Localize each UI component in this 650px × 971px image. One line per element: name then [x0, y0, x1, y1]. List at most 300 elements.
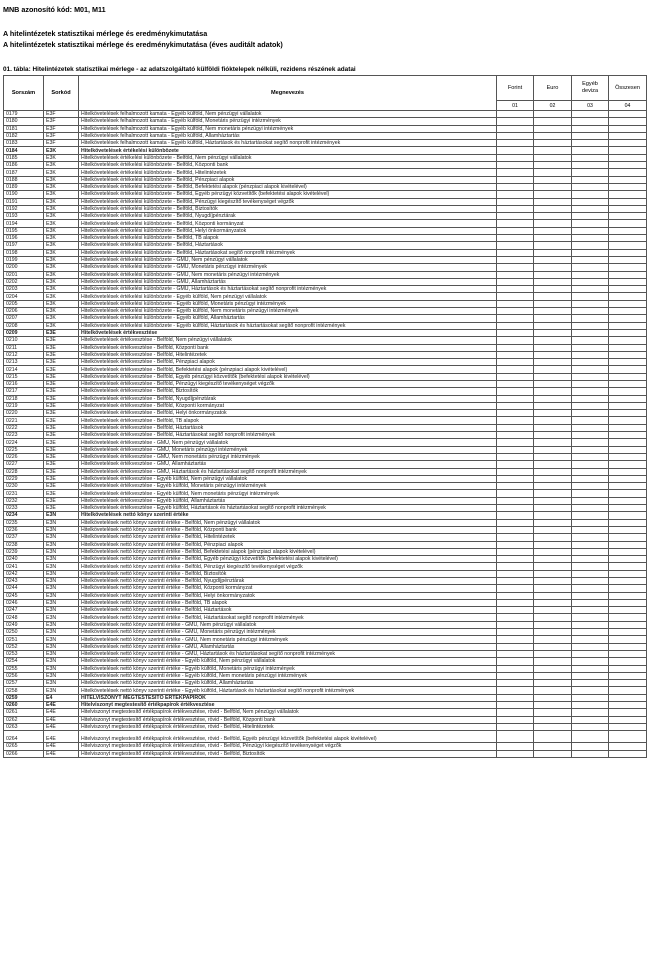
- cell-osszesen[interactable]: [609, 548, 647, 555]
- cell-egyeb-deviza[interactable]: [572, 359, 609, 366]
- cell-euro[interactable]: [534, 154, 572, 161]
- cell-euro[interactable]: [534, 723, 572, 730]
- cell-osszesen[interactable]: [609, 402, 647, 409]
- cell-forint[interactable]: [497, 490, 534, 497]
- cell-forint[interactable]: [497, 694, 534, 701]
- cell-osszesen[interactable]: [609, 519, 647, 526]
- cell-forint[interactable]: [497, 424, 534, 431]
- cell-euro[interactable]: [534, 563, 572, 570]
- cell-euro[interactable]: [534, 599, 572, 606]
- cell-euro[interactable]: [534, 541, 572, 548]
- cell-osszesen[interactable]: [609, 300, 647, 307]
- cell-forint[interactable]: [497, 643, 534, 650]
- cell-forint[interactable]: [497, 293, 534, 300]
- cell-forint[interactable]: [497, 111, 534, 118]
- cell-euro[interactable]: [534, 526, 572, 533]
- cell-forint[interactable]: [497, 534, 534, 541]
- cell-egyeb-deviza[interactable]: [572, 541, 609, 548]
- cell-euro[interactable]: [534, 227, 572, 234]
- cell-osszesen[interactable]: [609, 293, 647, 300]
- cell-egyeb-deviza[interactable]: [572, 750, 609, 757]
- cell-osszesen[interactable]: [609, 599, 647, 606]
- cell-osszesen[interactable]: [609, 213, 647, 220]
- cell-osszesen[interactable]: [609, 205, 647, 212]
- cell-forint[interactable]: [497, 366, 534, 373]
- cell-egyeb-deviza[interactable]: [572, 439, 609, 446]
- cell-osszesen[interactable]: [609, 629, 647, 636]
- cell-osszesen[interactable]: [609, 424, 647, 431]
- cell-osszesen[interactable]: [609, 308, 647, 315]
- cell-euro[interactable]: [534, 213, 572, 220]
- cell-osszesen[interactable]: [609, 526, 647, 533]
- cell-euro[interactable]: [534, 432, 572, 439]
- cell-egyeb-deviza[interactable]: [572, 636, 609, 643]
- cell-euro[interactable]: [534, 402, 572, 409]
- cell-osszesen[interactable]: [609, 505, 647, 512]
- cell-forint[interactable]: [497, 322, 534, 329]
- cell-forint[interactable]: [497, 300, 534, 307]
- cell-osszesen[interactable]: [609, 743, 647, 750]
- cell-osszesen[interactable]: [609, 249, 647, 256]
- cell-forint[interactable]: [497, 687, 534, 694]
- cell-osszesen[interactable]: [609, 140, 647, 147]
- cell-forint[interactable]: [497, 505, 534, 512]
- cell-egyeb-deviza[interactable]: [572, 607, 609, 614]
- cell-forint[interactable]: [497, 621, 534, 628]
- cell-osszesen[interactable]: [609, 650, 647, 657]
- cell-egyeb-deviza[interactable]: [572, 453, 609, 460]
- cell-euro[interactable]: [534, 592, 572, 599]
- cell-egyeb-deviza[interactable]: [572, 380, 609, 387]
- cell-egyeb-deviza[interactable]: [572, 497, 609, 504]
- cell-osszesen[interactable]: [609, 709, 647, 716]
- cell-osszesen[interactable]: [609, 446, 647, 453]
- cell-forint[interactable]: [497, 614, 534, 621]
- cell-forint[interactable]: [497, 599, 534, 606]
- cell-egyeb-deviza[interactable]: [572, 191, 609, 198]
- cell-forint[interactable]: [497, 592, 534, 599]
- cell-egyeb-deviza[interactable]: [572, 526, 609, 533]
- cell-forint[interactable]: [497, 205, 534, 212]
- cell-osszesen[interactable]: [609, 607, 647, 614]
- cell-egyeb-deviza[interactable]: [572, 373, 609, 380]
- cell-egyeb-deviza[interactable]: [572, 680, 609, 687]
- cell-euro[interactable]: [534, 183, 572, 190]
- cell-euro[interactable]: [534, 709, 572, 716]
- cell-osszesen[interactable]: [609, 271, 647, 278]
- cell-osszesen[interactable]: [609, 614, 647, 621]
- cell-euro[interactable]: [534, 446, 572, 453]
- cell-osszesen[interactable]: [609, 380, 647, 387]
- cell-euro[interactable]: [534, 337, 572, 344]
- cell-forint[interactable]: [497, 249, 534, 256]
- cell-euro[interactable]: [534, 169, 572, 176]
- cell-osszesen[interactable]: [609, 359, 647, 366]
- cell-osszesen[interactable]: [609, 322, 647, 329]
- cell-egyeb-deviza[interactable]: [572, 125, 609, 132]
- cell-forint[interactable]: [497, 140, 534, 147]
- cell-egyeb-deviza[interactable]: [572, 213, 609, 220]
- cell-forint[interactable]: [497, 198, 534, 205]
- cell-euro[interactable]: [534, 636, 572, 643]
- cell-euro[interactable]: [534, 176, 572, 183]
- cell-forint[interactable]: [497, 519, 534, 526]
- cell-egyeb-deviza[interactable]: [572, 563, 609, 570]
- cell-egyeb-deviza[interactable]: [572, 410, 609, 417]
- cell-euro[interactable]: [534, 453, 572, 460]
- cell-euro[interactable]: [534, 256, 572, 263]
- cell-egyeb-deviza[interactable]: [572, 264, 609, 271]
- cell-forint[interactable]: [497, 395, 534, 402]
- cell-osszesen[interactable]: [609, 483, 647, 490]
- cell-euro[interactable]: [534, 351, 572, 358]
- cell-osszesen[interactable]: [609, 750, 647, 757]
- cell-euro[interactable]: [534, 359, 572, 366]
- cell-osszesen[interactable]: [609, 337, 647, 344]
- cell-osszesen[interactable]: [609, 154, 647, 161]
- cell-forint[interactable]: [497, 162, 534, 169]
- cell-osszesen[interactable]: [609, 658, 647, 665]
- cell-euro[interactable]: [534, 519, 572, 526]
- cell-forint[interactable]: [497, 497, 534, 504]
- cell-euro[interactable]: [534, 410, 572, 417]
- cell-euro[interactable]: [534, 750, 572, 757]
- cell-osszesen[interactable]: [609, 621, 647, 628]
- cell-egyeb-deviza[interactable]: [572, 716, 609, 723]
- cell-euro[interactable]: [534, 344, 572, 351]
- cell-egyeb-deviza[interactable]: [572, 687, 609, 694]
- cell-egyeb-deviza[interactable]: [572, 227, 609, 234]
- cell-euro[interactable]: [534, 147, 572, 154]
- cell-egyeb-deviza[interactable]: [572, 432, 609, 439]
- cell-egyeb-deviza[interactable]: [572, 278, 609, 285]
- cell-osszesen[interactable]: [609, 132, 647, 139]
- cell-forint[interactable]: [497, 169, 534, 176]
- cell-euro[interactable]: [534, 585, 572, 592]
- cell-osszesen[interactable]: [609, 315, 647, 322]
- cell-osszesen[interactable]: [609, 468, 647, 475]
- cell-egyeb-deviza[interactable]: [572, 534, 609, 541]
- cell-egyeb-deviza[interactable]: [572, 242, 609, 249]
- cell-euro[interactable]: [534, 278, 572, 285]
- cell-egyeb-deviza[interactable]: [572, 556, 609, 563]
- cell-forint[interactable]: [497, 468, 534, 475]
- cell-euro[interactable]: [534, 308, 572, 315]
- cell-osszesen[interactable]: [609, 176, 647, 183]
- cell-forint[interactable]: [497, 132, 534, 139]
- cell-osszesen[interactable]: [609, 643, 647, 650]
- cell-osszesen[interactable]: [609, 497, 647, 504]
- cell-forint[interactable]: [497, 417, 534, 424]
- cell-egyeb-deviza[interactable]: [572, 446, 609, 453]
- cell-osszesen[interactable]: [609, 198, 647, 205]
- cell-euro[interactable]: [534, 629, 572, 636]
- cell-forint[interactable]: [497, 636, 534, 643]
- cell-euro[interactable]: [534, 548, 572, 555]
- cell-osszesen[interactable]: [609, 672, 647, 679]
- cell-forint[interactable]: [497, 672, 534, 679]
- cell-euro[interactable]: [534, 286, 572, 293]
- cell-egyeb-deviza[interactable]: [572, 723, 609, 730]
- cell-euro[interactable]: [534, 650, 572, 657]
- cell-osszesen[interactable]: [609, 680, 647, 687]
- cell-osszesen[interactable]: [609, 242, 647, 249]
- cell-osszesen[interactable]: [609, 723, 647, 730]
- cell-egyeb-deviza[interactable]: [572, 650, 609, 657]
- cell-forint[interactable]: [497, 315, 534, 322]
- cell-egyeb-deviza[interactable]: [572, 395, 609, 402]
- cell-osszesen[interactable]: [609, 235, 647, 242]
- cell-euro[interactable]: [534, 556, 572, 563]
- cell-euro[interactable]: [534, 249, 572, 256]
- cell-osszesen[interactable]: [609, 410, 647, 417]
- cell-forint[interactable]: [497, 410, 534, 417]
- cell-forint[interactable]: [497, 359, 534, 366]
- cell-euro[interactable]: [534, 162, 572, 169]
- cell-euro[interactable]: [534, 315, 572, 322]
- cell-osszesen[interactable]: [609, 344, 647, 351]
- cell-osszesen[interactable]: [609, 439, 647, 446]
- cell-euro[interactable]: [534, 198, 572, 205]
- cell-euro[interactable]: [534, 614, 572, 621]
- cell-egyeb-deviza[interactable]: [572, 154, 609, 161]
- cell-egyeb-deviza[interactable]: [572, 205, 609, 212]
- cell-egyeb-deviza[interactable]: [572, 286, 609, 293]
- cell-euro[interactable]: [534, 388, 572, 395]
- cell-forint[interactable]: [497, 716, 534, 723]
- cell-osszesen[interactable]: [609, 111, 647, 118]
- cell-egyeb-deviza[interactable]: [572, 308, 609, 315]
- cell-osszesen[interactable]: [609, 256, 647, 263]
- cell-forint[interactable]: [497, 743, 534, 750]
- cell-forint[interactable]: [497, 351, 534, 358]
- cell-osszesen[interactable]: [609, 432, 647, 439]
- cell-forint[interactable]: [497, 556, 534, 563]
- cell-osszesen[interactable]: [609, 169, 647, 176]
- cell-egyeb-deviza[interactable]: [572, 293, 609, 300]
- cell-forint[interactable]: [497, 578, 534, 585]
- cell-osszesen[interactable]: [609, 351, 647, 358]
- cell-forint[interactable]: [497, 439, 534, 446]
- cell-euro[interactable]: [534, 743, 572, 750]
- cell-euro[interactable]: [534, 468, 572, 475]
- cell-forint[interactable]: [497, 607, 534, 614]
- cell-forint[interactable]: [497, 680, 534, 687]
- cell-egyeb-deviza[interactable]: [572, 599, 609, 606]
- cell-forint[interactable]: [497, 147, 534, 154]
- cell-forint[interactable]: [497, 453, 534, 460]
- cell-euro[interactable]: [534, 702, 572, 709]
- cell-egyeb-deviza[interactable]: [572, 743, 609, 750]
- cell-forint[interactable]: [497, 154, 534, 161]
- cell-euro[interactable]: [534, 191, 572, 198]
- cell-euro[interactable]: [534, 373, 572, 380]
- cell-osszesen[interactable]: [609, 585, 647, 592]
- cell-osszesen[interactable]: [609, 453, 647, 460]
- cell-euro[interactable]: [534, 424, 572, 431]
- cell-forint[interactable]: [497, 723, 534, 730]
- cell-egyeb-deviza[interactable]: [572, 614, 609, 621]
- cell-osszesen[interactable]: [609, 687, 647, 694]
- cell-egyeb-deviza[interactable]: [572, 300, 609, 307]
- cell-euro[interactable]: [534, 658, 572, 665]
- cell-forint[interactable]: [497, 256, 534, 263]
- cell-forint[interactable]: [497, 220, 534, 227]
- cell-forint[interactable]: [497, 570, 534, 577]
- cell-osszesen[interactable]: [609, 395, 647, 402]
- cell-egyeb-deviza[interactable]: [572, 709, 609, 716]
- cell-forint[interactable]: [497, 461, 534, 468]
- cell-euro[interactable]: [534, 672, 572, 679]
- cell-forint[interactable]: [497, 264, 534, 271]
- cell-forint[interactable]: [497, 483, 534, 490]
- cell-egyeb-deviza[interactable]: [572, 162, 609, 169]
- cell-egyeb-deviza[interactable]: [572, 461, 609, 468]
- cell-euro[interactable]: [534, 140, 572, 147]
- cell-euro[interactable]: [534, 512, 572, 519]
- cell-euro[interactable]: [534, 125, 572, 132]
- cell-forint[interactable]: [497, 286, 534, 293]
- cell-euro[interactable]: [534, 716, 572, 723]
- cell-euro[interactable]: [534, 505, 572, 512]
- cell-euro[interactable]: [534, 461, 572, 468]
- cell-euro[interactable]: [534, 380, 572, 387]
- cell-egyeb-deviza[interactable]: [572, 220, 609, 227]
- cell-forint[interactable]: [497, 446, 534, 453]
- cell-forint[interactable]: [497, 125, 534, 132]
- cell-egyeb-deviza[interactable]: [572, 337, 609, 344]
- cell-egyeb-deviza[interactable]: [572, 643, 609, 650]
- cell-osszesen[interactable]: [609, 162, 647, 169]
- cell-euro[interactable]: [534, 395, 572, 402]
- cell-egyeb-deviza[interactable]: [572, 490, 609, 497]
- cell-forint[interactable]: [497, 512, 534, 519]
- cell-euro[interactable]: [534, 366, 572, 373]
- cell-euro[interactable]: [534, 132, 572, 139]
- cell-osszesen[interactable]: [609, 716, 647, 723]
- cell-forint[interactable]: [497, 235, 534, 242]
- cell-euro[interactable]: [534, 578, 572, 585]
- cell-euro[interactable]: [534, 300, 572, 307]
- cell-forint[interactable]: [497, 191, 534, 198]
- cell-osszesen[interactable]: [609, 694, 647, 701]
- cell-osszesen[interactable]: [609, 541, 647, 548]
- cell-forint[interactable]: [497, 242, 534, 249]
- cell-osszesen[interactable]: [609, 417, 647, 424]
- cell-osszesen[interactable]: [609, 461, 647, 468]
- cell-euro[interactable]: [534, 329, 572, 336]
- cell-egyeb-deviza[interactable]: [572, 402, 609, 409]
- cell-egyeb-deviza[interactable]: [572, 731, 609, 743]
- cell-egyeb-deviza[interactable]: [572, 694, 609, 701]
- cell-egyeb-deviza[interactable]: [572, 519, 609, 526]
- cell-osszesen[interactable]: [609, 534, 647, 541]
- cell-osszesen[interactable]: [609, 366, 647, 373]
- cell-egyeb-deviza[interactable]: [572, 249, 609, 256]
- cell-egyeb-deviza[interactable]: [572, 570, 609, 577]
- cell-egyeb-deviza[interactable]: [572, 388, 609, 395]
- cell-forint[interactable]: [497, 271, 534, 278]
- cell-euro[interactable]: [534, 687, 572, 694]
- cell-euro[interactable]: [534, 417, 572, 424]
- cell-osszesen[interactable]: [609, 183, 647, 190]
- cell-egyeb-deviza[interactable]: [572, 702, 609, 709]
- cell-egyeb-deviza[interactable]: [572, 424, 609, 431]
- cell-egyeb-deviza[interactable]: [572, 147, 609, 154]
- cell-forint[interactable]: [497, 709, 534, 716]
- cell-egyeb-deviza[interactable]: [572, 548, 609, 555]
- cell-osszesen[interactable]: [609, 264, 647, 271]
- cell-forint[interactable]: [497, 585, 534, 592]
- cell-osszesen[interactable]: [609, 373, 647, 380]
- cell-egyeb-deviza[interactable]: [572, 198, 609, 205]
- cell-forint[interactable]: [497, 702, 534, 709]
- cell-forint[interactable]: [497, 380, 534, 387]
- cell-euro[interactable]: [534, 490, 572, 497]
- cell-egyeb-deviza[interactable]: [572, 658, 609, 665]
- cell-forint[interactable]: [497, 563, 534, 570]
- cell-osszesen[interactable]: [609, 563, 647, 570]
- cell-egyeb-deviza[interactable]: [572, 271, 609, 278]
- cell-osszesen[interactable]: [609, 191, 647, 198]
- cell-egyeb-deviza[interactable]: [572, 235, 609, 242]
- cell-osszesen[interactable]: [609, 592, 647, 599]
- cell-egyeb-deviza[interactable]: [572, 183, 609, 190]
- cell-osszesen[interactable]: [609, 578, 647, 585]
- cell-forint[interactable]: [497, 344, 534, 351]
- cell-egyeb-deviza[interactable]: [572, 621, 609, 628]
- cell-egyeb-deviza[interactable]: [572, 366, 609, 373]
- cell-osszesen[interactable]: [609, 490, 647, 497]
- cell-euro[interactable]: [534, 111, 572, 118]
- cell-egyeb-deviza[interactable]: [572, 351, 609, 358]
- cell-forint[interactable]: [497, 629, 534, 636]
- cell-egyeb-deviza[interactable]: [572, 512, 609, 519]
- cell-egyeb-deviza[interactable]: [572, 592, 609, 599]
- cell-forint[interactable]: [497, 337, 534, 344]
- cell-egyeb-deviza[interactable]: [572, 672, 609, 679]
- cell-egyeb-deviza[interactable]: [572, 344, 609, 351]
- cell-forint[interactable]: [497, 402, 534, 409]
- cell-forint[interactable]: [497, 750, 534, 757]
- cell-egyeb-deviza[interactable]: [572, 169, 609, 176]
- cell-euro[interactable]: [534, 271, 572, 278]
- cell-egyeb-deviza[interactable]: [572, 505, 609, 512]
- cell-osszesen[interactable]: [609, 731, 647, 743]
- cell-euro[interactable]: [534, 293, 572, 300]
- cell-forint[interactable]: [497, 388, 534, 395]
- cell-forint[interactable]: [497, 183, 534, 190]
- cell-euro[interactable]: [534, 607, 572, 614]
- cell-egyeb-deviza[interactable]: [572, 256, 609, 263]
- cell-osszesen[interactable]: [609, 329, 647, 336]
- cell-euro[interactable]: [534, 643, 572, 650]
- cell-osszesen[interactable]: [609, 475, 647, 482]
- cell-osszesen[interactable]: [609, 702, 647, 709]
- cell-egyeb-deviza[interactable]: [572, 315, 609, 322]
- cell-forint[interactable]: [497, 650, 534, 657]
- cell-euro[interactable]: [534, 665, 572, 672]
- cell-forint[interactable]: [497, 475, 534, 482]
- cell-euro[interactable]: [534, 570, 572, 577]
- cell-forint[interactable]: [497, 213, 534, 220]
- cell-egyeb-deviza[interactable]: [572, 132, 609, 139]
- cell-osszesen[interactable]: [609, 220, 647, 227]
- cell-egyeb-deviza[interactable]: [572, 111, 609, 118]
- cell-osszesen[interactable]: [609, 227, 647, 234]
- cell-osszesen[interactable]: [609, 636, 647, 643]
- cell-egyeb-deviza[interactable]: [572, 578, 609, 585]
